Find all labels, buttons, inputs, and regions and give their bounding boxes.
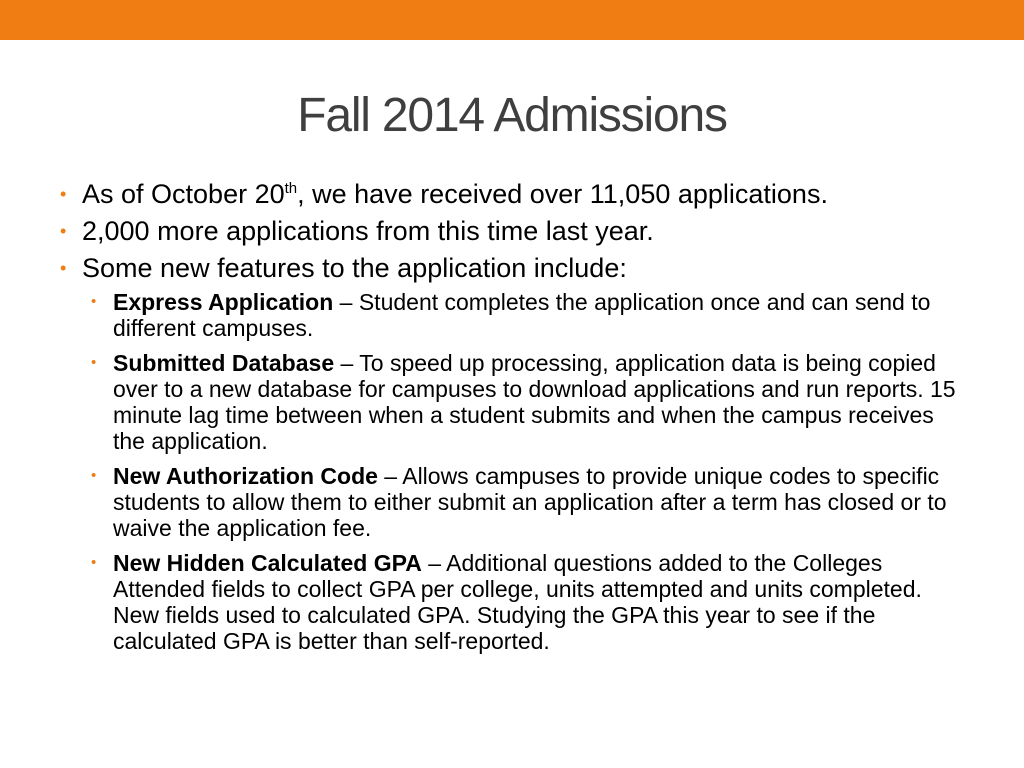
sub-bullet-dot-icon: • xyxy=(91,293,97,310)
sub-bullet-item xyxy=(82,350,970,454)
bullet-text-after: , we have received over 11,050 applications. xyxy=(297,179,828,209)
bullet-text-before: As of October 20 xyxy=(82,179,285,209)
bullet-dot-icon: • xyxy=(60,221,67,241)
bullet-dot-icon: • xyxy=(60,258,67,278)
slide-content xyxy=(60,176,970,663)
sub-bullet-item xyxy=(82,463,970,541)
slide-title: Fall 2014 Admissions xyxy=(297,89,727,142)
bullet-text: 2,000 more applications from this time last year. xyxy=(82,216,654,246)
bullet-item xyxy=(60,250,970,654)
bullet-text: Some new features to the application include: xyxy=(82,253,627,283)
bullet-superscript: th xyxy=(284,180,298,197)
feature-description: – To speed up processing, application data is being copied over to a new database for campuses to download applications and run reports. 15 minute lag time between when a student submits and when the campus receives the application. xyxy=(113,350,956,454)
sub-bullet-item xyxy=(82,289,970,341)
bullet-item xyxy=(60,213,970,250)
top-accent-bar xyxy=(0,0,1024,40)
feature-term: Express Application xyxy=(113,289,334,315)
feature-term: New Authorization Code xyxy=(113,463,378,489)
bullet-text xyxy=(82,179,828,209)
feature-term: Submitted Database xyxy=(113,350,335,376)
sub-bullet-dot-icon: • xyxy=(91,467,97,484)
sub-bullet-item xyxy=(82,550,970,654)
sub-bullet-dot-icon: • xyxy=(91,554,97,571)
feature-description: – Student completes the application once and can send to different campuses. xyxy=(113,289,931,341)
sub-bullet-dot-icon: • xyxy=(91,354,97,371)
bullet-list xyxy=(60,176,970,654)
feature-term: New Hidden Calculated GPA xyxy=(113,550,422,576)
bullet-item xyxy=(60,176,970,213)
feature-description: – Allows campuses to provide unique codes to specific students to allow them to either submit an application after a term has closed or to waive the application fee. xyxy=(113,463,947,541)
feature-description: – Additional questions added to the Colleges Attended fields to collect GPA per college, units attempted and units completed. New fields used to calculated GPA. Studying the GPA this year to see if the calculated GPA is better than self-reported. xyxy=(113,550,922,654)
bullet-dot-icon: • xyxy=(60,184,67,204)
sub-bullet-list xyxy=(82,289,970,654)
